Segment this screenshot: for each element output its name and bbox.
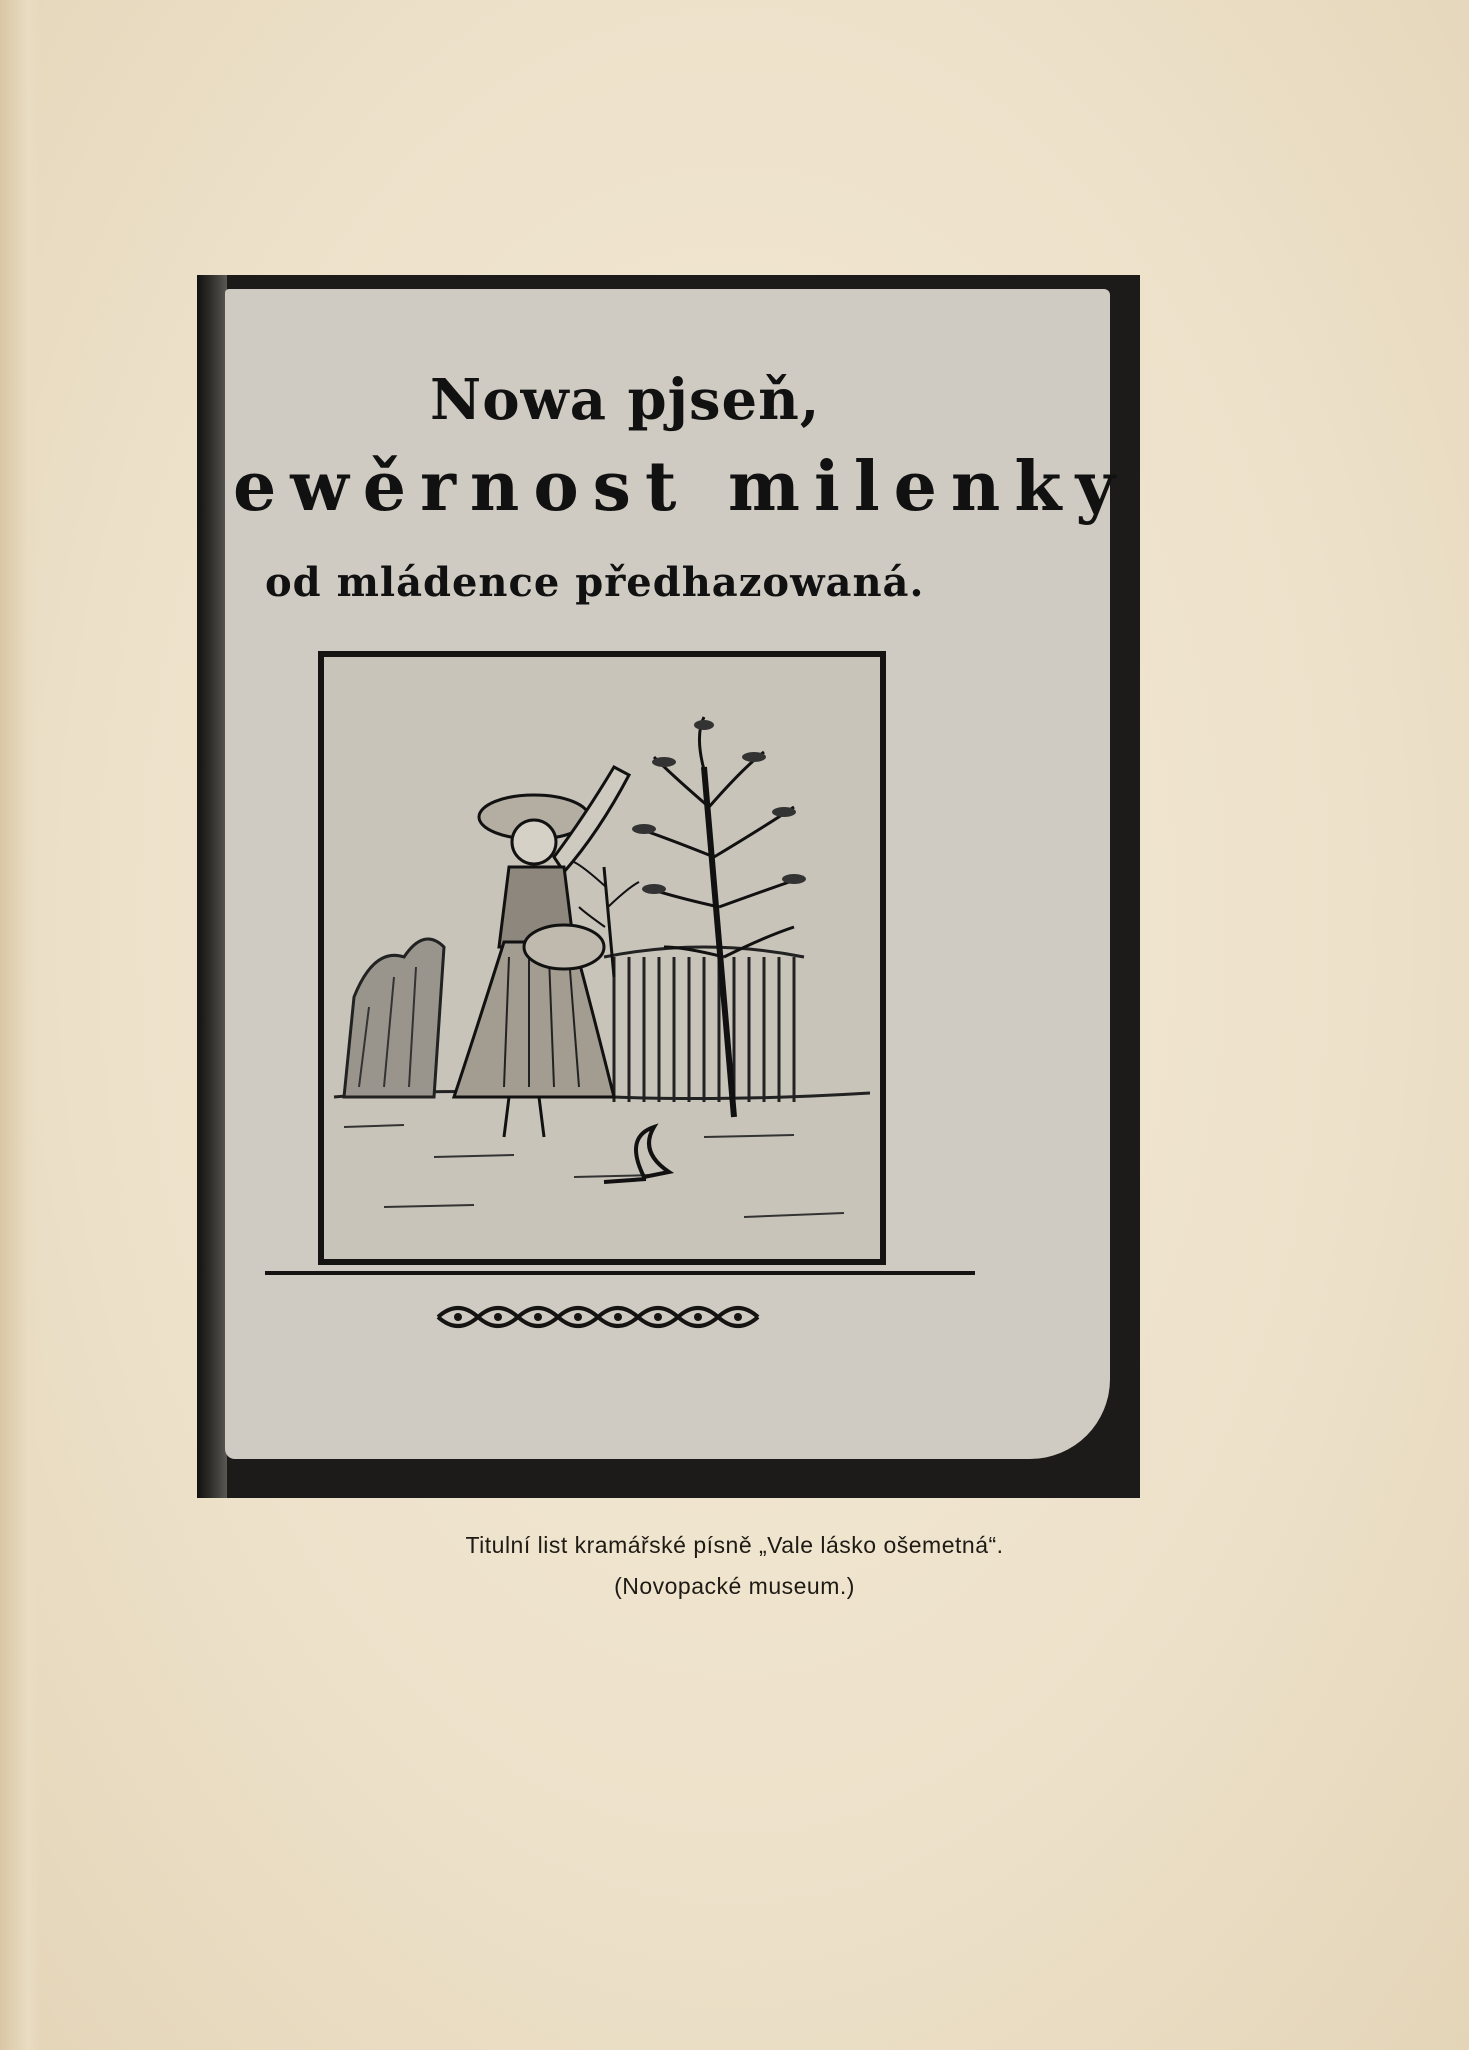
printed-leaf bbox=[225, 289, 1129, 1459]
title-line-2: ewěrnost milenky bbox=[233, 447, 1129, 527]
caption-line-2: (Novopacké museum.) bbox=[614, 1573, 855, 1599]
page-gutter bbox=[0, 0, 40, 2050]
title-line-3: od mládence předhazowaná. bbox=[265, 559, 925, 606]
caption-line-1: Titulní list kramářské písně „Vale lásko ošemetná“. bbox=[465, 1532, 1004, 1558]
woodcut-illustration bbox=[318, 651, 886, 1265]
photograph bbox=[197, 275, 1140, 1498]
woman-with-tree-icon bbox=[324, 657, 880, 1259]
scroll-ornament-icon bbox=[433, 1297, 773, 1337]
title-line-1: Nowa pjseň, bbox=[430, 367, 821, 433]
horizontal-rule bbox=[265, 1271, 975, 1275]
book-binding bbox=[197, 275, 227, 1498]
